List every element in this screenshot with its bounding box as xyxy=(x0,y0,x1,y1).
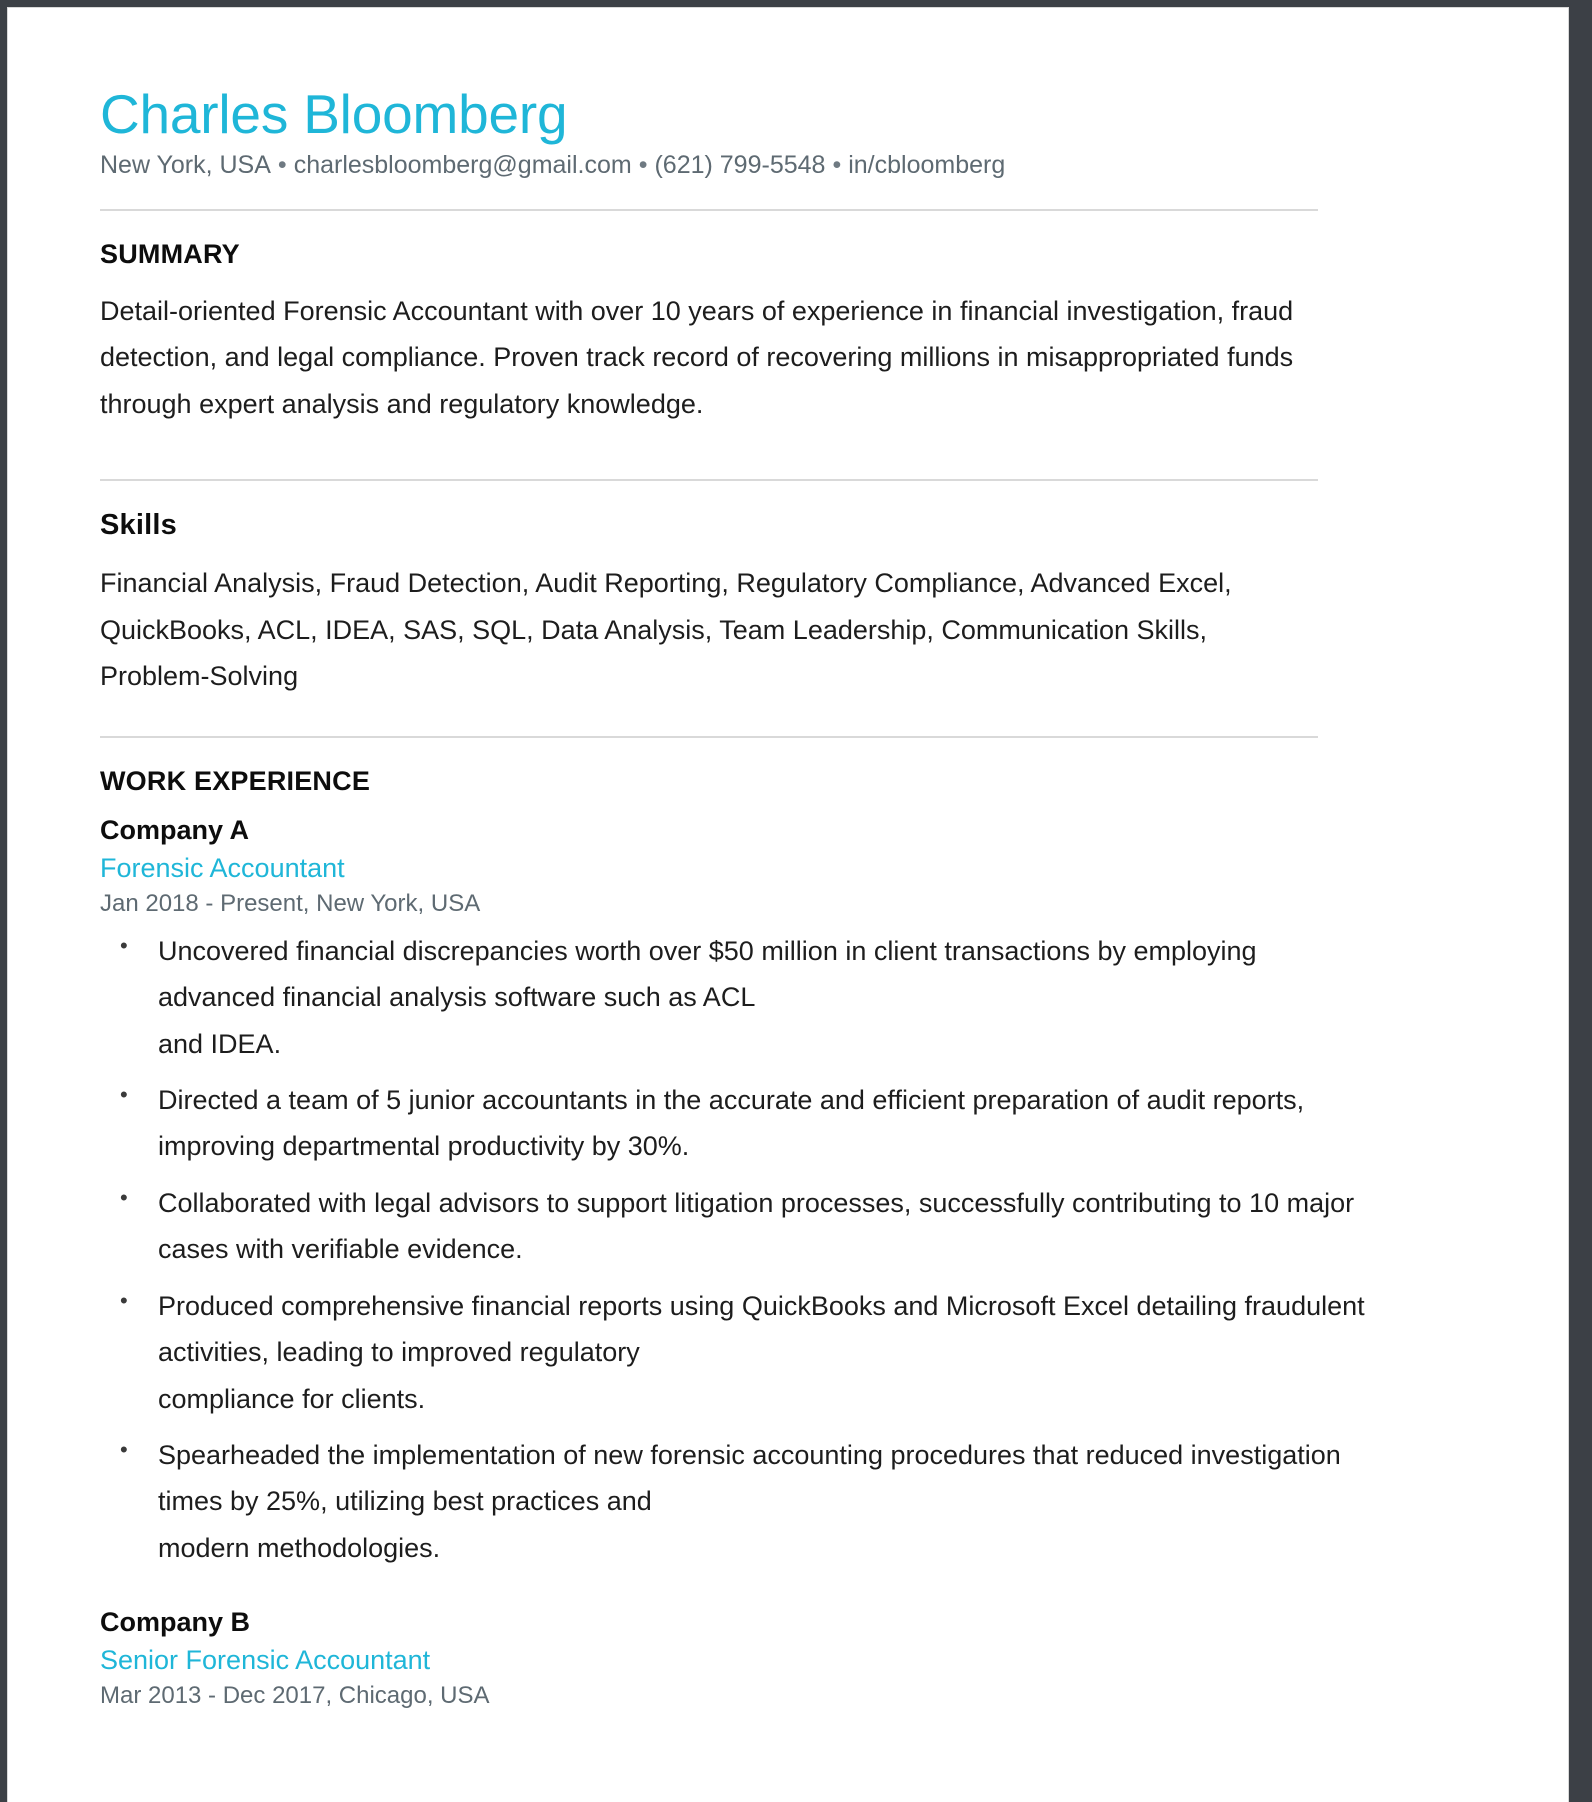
contact-linkedin[interactable]: in/cbloomberg xyxy=(848,150,1006,179)
resume-content xyxy=(8,8,1568,1710)
candidate-name: Charles Bloomberg xyxy=(100,83,568,145)
contact-phone[interactable]: (621) 799-5548 xyxy=(654,150,826,179)
contact-separator-2: • xyxy=(638,150,648,179)
job-position-title: Senior Forensic Accountant xyxy=(100,1645,431,1676)
section-heading-work-experience: WORK EXPERIENCE xyxy=(100,765,371,796)
section-heading-skills: Skills xyxy=(100,509,177,542)
spacer-skills-work xyxy=(100,700,1463,736)
job-company-name: Company A xyxy=(100,814,250,845)
spacer-summary-skills xyxy=(100,427,1463,479)
section-skills xyxy=(100,509,1463,699)
contact-email[interactable]: charlesbloomberg@gmail.com xyxy=(293,150,632,179)
job-bullet-text-continued: compliance for clients. xyxy=(158,1383,426,1414)
resume-document xyxy=(8,8,1568,1802)
job-bullet-text: Directed a team of 5 junior accountants in the accurate and efficient preparation of audit reports, improving departmental productivity by 30%. xyxy=(158,1084,1305,1162)
section-work-experience xyxy=(100,766,1463,1711)
job-bullet-text: Uncovered financial discrepancies worth over $50 million in client transactions by employing advanced financial analysis software such as ACL xyxy=(158,935,1257,1013)
job-bullet-text: Produced comprehensive financial reports using QuickBooks and Microsoft Excel detailing fraudulent activities, leading to improved regulatory xyxy=(158,1290,1365,1368)
contact-separator-3: • xyxy=(832,150,842,179)
spacer-between-jobs xyxy=(100,1581,1463,1603)
contact-location: New York, USA xyxy=(100,150,271,179)
skills-text: Financial Analysis, Fraud Detection, Audit Reporting, Regulatory Compliance, Advanced Excel, QuickBooks, ACL, IDEA, SAS, SQL, Data Analysis, Team Leadership, Communication Skills, Problem-Solving xyxy=(100,568,1232,692)
summary-text: Detail-oriented Forensic Accountant with over 10 years of experience in financial investigation, fraud detection, and legal compliance. Proven track record of recovering millions in misappropriated funds through expert analysis and regulatory knowledge. xyxy=(100,296,1294,419)
contact-separator-1: • xyxy=(277,150,287,179)
job-entry xyxy=(100,1607,1463,1710)
job-bullet xyxy=(114,1283,1368,1422)
job-company-name: Company B xyxy=(100,1607,251,1638)
divider-after-skills xyxy=(100,736,1318,738)
job-entry xyxy=(100,815,1463,1572)
section-summary xyxy=(100,239,1463,427)
job-dates-location: Mar 2013 - Dec 2017, Chicago, USA xyxy=(100,1682,490,1710)
job-position-title: Forensic Accountant xyxy=(100,852,345,883)
job-dates-location: Jan 2018 - Present, New York, USA xyxy=(100,889,481,917)
job-bullet-list xyxy=(100,928,1463,1572)
job-bullet xyxy=(114,928,1368,1067)
section-heading-summary: SUMMARY xyxy=(100,239,240,269)
job-bullet xyxy=(114,1077,1368,1170)
job-bullet-text-continued: and IDEA. xyxy=(158,1028,282,1059)
divider-after-header xyxy=(100,209,1318,211)
contact-line xyxy=(100,150,1463,181)
job-bullet-text: Collaborated with legal advisors to support litigation processes, successfully contributing to 10 major cases with verifiable evidence. xyxy=(158,1187,1355,1265)
job-bullet-text-continued: modern methodologies. xyxy=(158,1532,441,1563)
job-bullet-text: Spearheaded the implementation of new forensic accounting procedures that reduced investigation times by 25%, utilizing best practices and xyxy=(158,1440,1341,1517)
divider-after-summary xyxy=(100,479,1318,481)
job-bullet xyxy=(114,1432,1368,1571)
job-bullet xyxy=(114,1180,1368,1273)
